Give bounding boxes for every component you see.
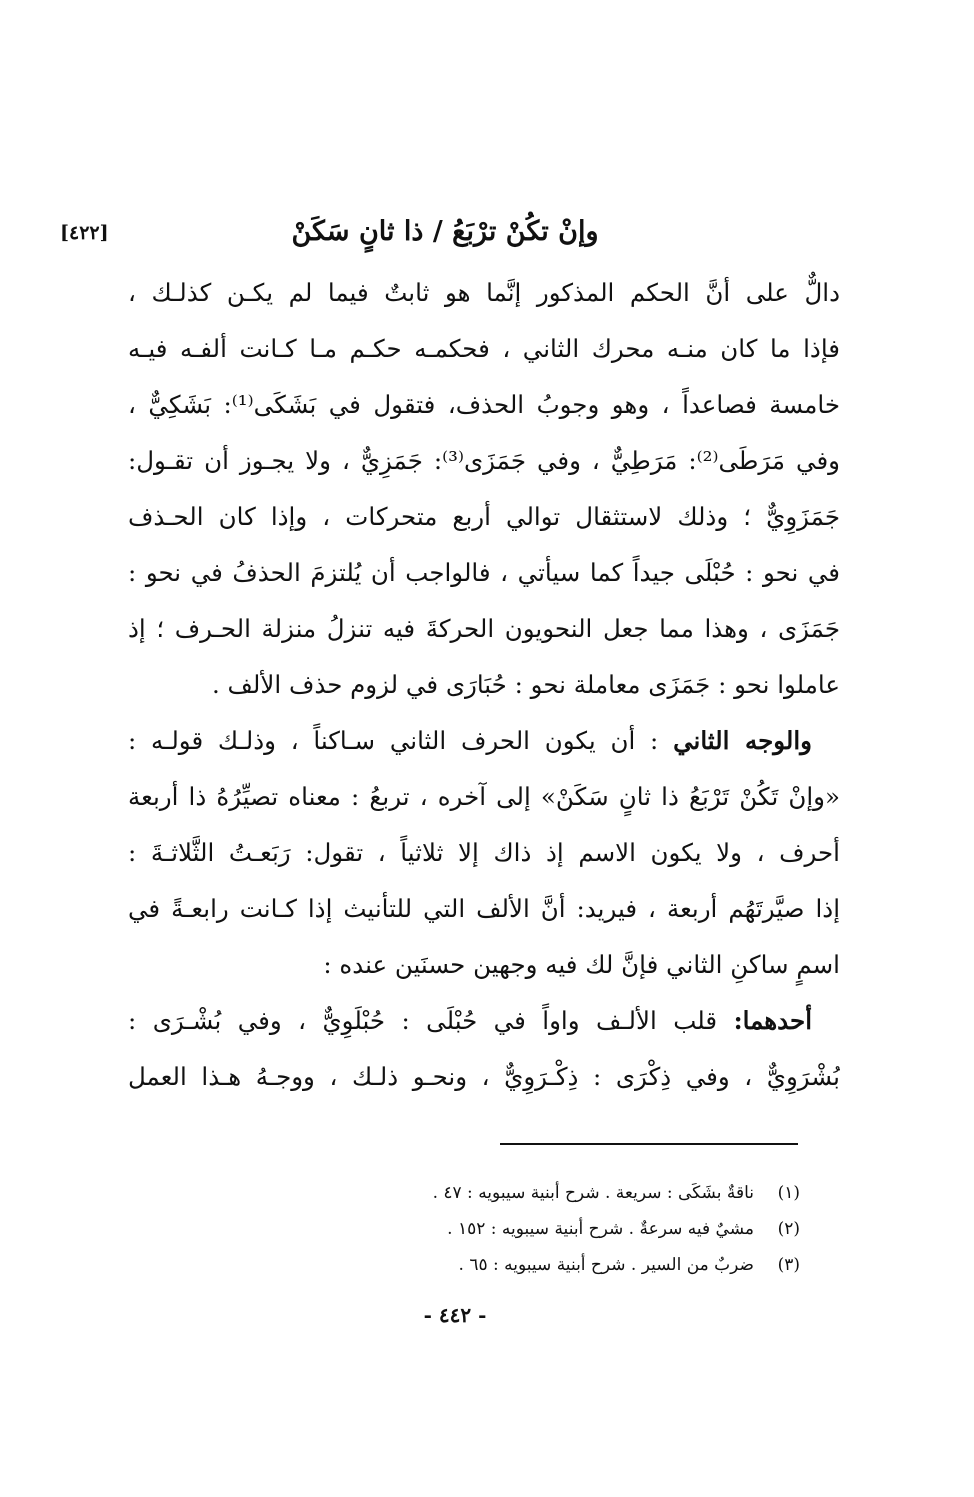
footnote-number: (٣): [777, 1255, 800, 1275]
bold-lead-first-of-two: أحدهما:: [733, 1006, 812, 1035]
footnote-1: [360, 1175, 800, 1211]
page-number: - ٤٤٢ -: [423, 1303, 487, 1327]
text-line: جَمَزَى ، وهذا مما جعل النحويون الحركةَ فيه تنزلُ منزلة الحـرف ؛ إذ: [128, 614, 840, 643]
text-line-rest: قلب الألـف واواً في حُبْلَى : حُبْلَوِيٌّ ، وفي بُشْـرَى :: [128, 1006, 734, 1035]
text-line: عاملوا نحو : جَمَزَى معاملة نحو : حُبَارَى في لزوم حذف الألف .: [211, 670, 840, 699]
footnote-2: [360, 1211, 800, 1247]
footnote-3: [360, 1247, 800, 1283]
footnote-text: ناقةٌ بشَكَى : سريعة . شرح أبنية سيبويه : ٤٧ .: [432, 1183, 754, 1203]
footnote-number: (١): [777, 1183, 800, 1203]
paragraph-first-of-two: [128, 993, 840, 1049]
text-line: في نحو : حُبْلَى جيداً كما سيأتي ، فالواجب أن يُلتزمَ الحذفُ في نحو :: [128, 558, 840, 587]
footnote-number: (٢): [777, 1219, 800, 1239]
bold-lead-second-aspect: والوجه الثاني: [673, 726, 812, 755]
footnotes: [360, 1175, 800, 1283]
text-line: فإذا ما كان منـه محرك الثاني ، فحكمـه حكـم مـا كـانت ألفـه فيـه: [128, 334, 840, 363]
text-line: دالٌّ على أنَّ الحكم المذكور إنَّما هو ثابتٌ فيما لم يكـن كذلـك ،: [128, 278, 840, 307]
footnote-text: ضربٌ من السير . شرح أبنية سيبويه : ٦٥ .: [458, 1255, 754, 1275]
footnote-text: مشيٌ فيه سرعةٌ . شرح أبنية سيبويه : ١٥٢ .: [447, 1219, 754, 1239]
paragraph-second-aspect: [128, 713, 840, 769]
running-header-title: وإنْ تكُنْ ترْبَعُ / ذا ثانٍ سَكَنْ: [291, 216, 599, 247]
footnote-separator: [500, 1143, 798, 1145]
text-line-rest: : أن يكون الحرف الثاني سـاكناً ، وذلـك قولـه :: [128, 726, 674, 755]
text-line: إذا صيَّرتَهُم أربعة ، فيريد: أنَّ الألف التي للتأنيث إذا كـانت رابعـةً في: [128, 894, 840, 923]
text-line: جَمَزَوِيٌّ ؛ وذلك لاستثقال توالي أربع متحركات ، وإذا كان الحـذف: [128, 502, 840, 531]
text-line: أحرف ، ولا يكون الاسم إذ ذاك إلا ثلاثياً ، تقول: رَبَعـتُ الثَّلاثـةَ :: [128, 838, 840, 867]
text-line: خامسة فصاعداً ، وهو وجوبُ الحذف، فتقول في بَشَكَى⁽¹⁾: بَشَكِيٌّ ،: [128, 390, 840, 419]
main-text: [128, 265, 840, 1105]
text-line: «وإنْ تَكُنْ تَرْبَعُ ذا ثانٍ سَكَنْ» إلى آخره ، تربعُ : معناه تصيِّرُهُ ذا أربعة: [128, 782, 840, 811]
manuscript-folio-reference: [٤٢٢]: [60, 222, 109, 244]
text-line: بُشْرَوِيٌّ ، وفي ذِكْرَى : ذِكْـرَوِيٌّ ، ونحـو ذلـك ، ووجـهُ هـذا العمل: [128, 1062, 840, 1091]
text-line: وفي مَرَطَى⁽²⁾: مَرَطِيٌّ ، وفي جَمَزَى⁽³⁾: جَمَزِيٌّ ، ولا يجـوز أن تقـول:: [128, 446, 840, 475]
text-line: اسمٍ ساكنِ الثاني فإنَّ لك فيه وجهين حسنَين عنده :: [323, 950, 840, 979]
